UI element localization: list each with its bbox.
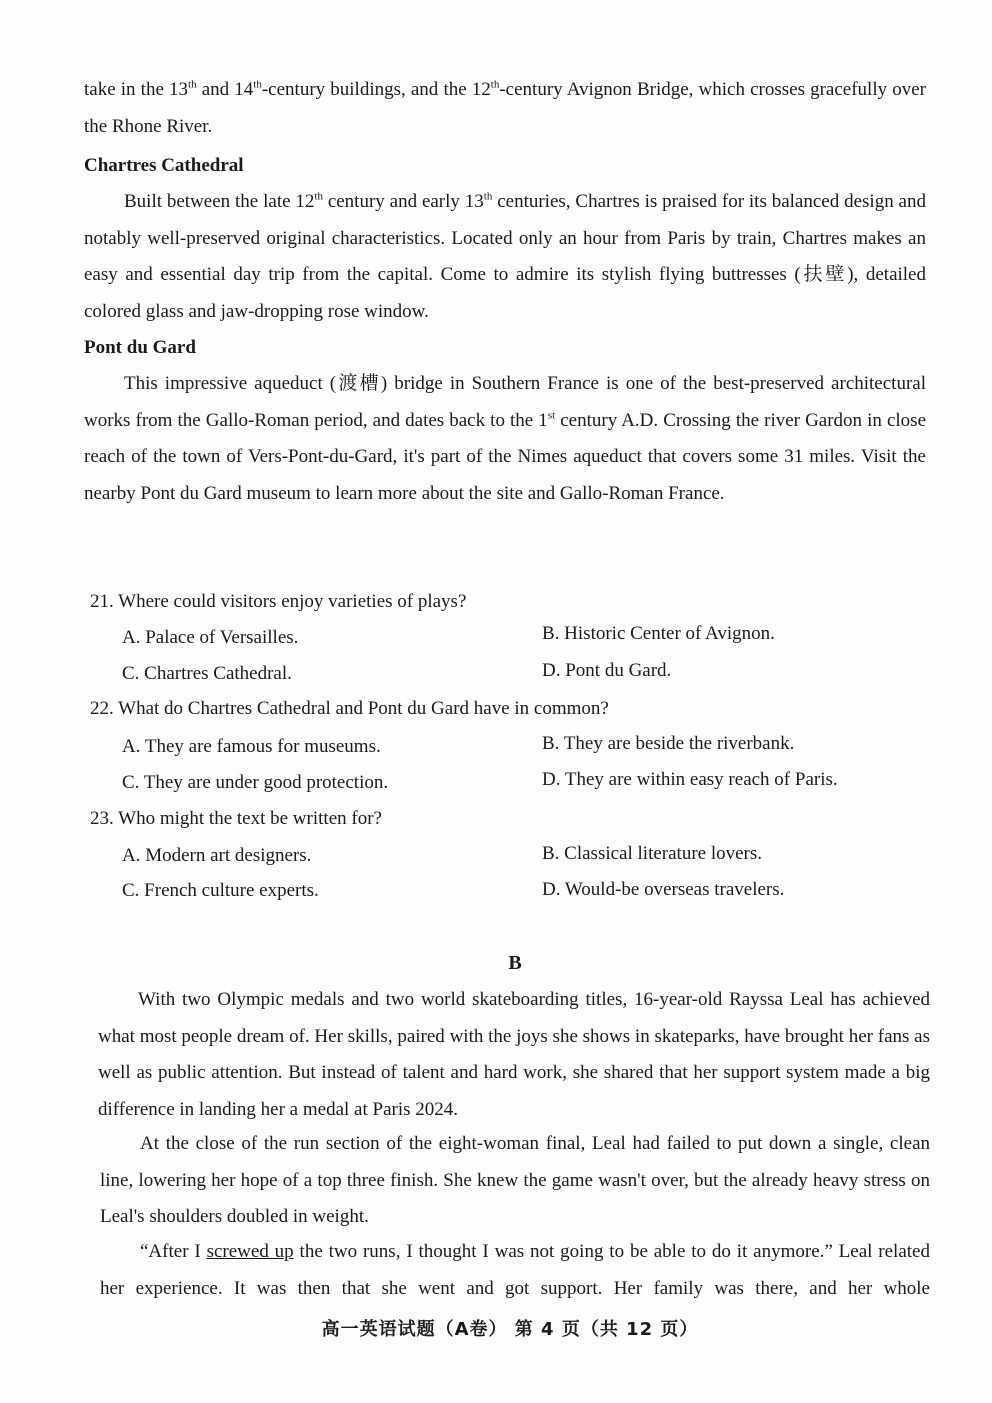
- text-run: -century buildings, and the 12: [261, 79, 491, 100]
- superscript: st: [547, 409, 556, 422]
- question-22-stem: 22. What do Chartres Cathedral and Pont du Gard have in common?: [90, 698, 609, 719]
- text-run: centuries, Chartres is praised for its balanced design and notably well-preserved original characteristics. Located only an hour from Paris by train, Chartres makes an easy and essential day trip from the capital. Come to admire its stylish flying buttresses (扶壁), detailed colored glass and jaw-dropping rose window.: [84, 191, 926, 322]
- text-run: the two runs, I thought I was not going to be able to do it anymore.” Leal related her experience. It was then that she went and got support. Her family was there, and her whole: [100, 1241, 930, 1299]
- superscript: th: [314, 190, 323, 203]
- heading-pont-du-gard: Pont du Gard: [84, 337, 196, 358]
- question-23-option-d: D. Would-be overseas travelers.: [542, 879, 785, 900]
- page-footer: 高一英语试题（A卷） 第 4 页（共 12 页）: [321, 1319, 699, 1340]
- text-run: “After I: [140, 1241, 207, 1262]
- paragraph-pont-du-gard: [84, 366, 926, 512]
- question-21-option-c: C. Chartres Cathedral.: [122, 663, 292, 684]
- question-22-option-d: D. They are within easy reach of Paris.: [542, 769, 838, 790]
- text-run: century and early 13: [322, 191, 484, 212]
- superscript: th: [188, 78, 197, 91]
- paragraph-b-1: [98, 982, 930, 1128]
- text-run: This impressive aqueduct (渡槽) bridge in Southern France is one of the best-preserved architectural works from the Gallo-Roman period, and dates back to the 1: [84, 373, 926, 431]
- question-23-stem: 23. Who might the text be written for?: [90, 808, 382, 829]
- text-run: take in the 13: [84, 79, 189, 100]
- text-run: century A.D. Crossing the river Gardon in close reach of the town of Vers-Pont-du-Gard, it's part of the Nimes aqueduct that covers some 31 miles. Visit the nearby Pont du Gard museum to learn more about the site and Gallo-Roman France.: [84, 409, 927, 504]
- paragraph-b-2: [100, 1126, 930, 1236]
- underlined-phrase: screwed up: [206, 1241, 294, 1262]
- section-b-title: B: [508, 952, 522, 974]
- superscript: th: [253, 78, 262, 91]
- question-23-option-c: C. French culture experts.: [122, 880, 319, 901]
- text-run: At the close of the run section of the eight-woman final, Leal had failed to put down a single, clean line, lowering her hope of a top three finish. She knew the game wasn't over, but the already heavy stress on Leal's shoulders doubled in weight.: [100, 1133, 930, 1227]
- text-run: Built between the late 12: [124, 191, 315, 212]
- text-run: -century Avignon Bridge, which crosses gracefully over the Rhone River.: [84, 79, 926, 137]
- superscript: th: [490, 78, 500, 91]
- question-21-option-a: A. Palace of Versailles.: [122, 627, 299, 648]
- question-21-option-d: D. Pont du Gard.: [542, 660, 672, 681]
- paragraph-avignon-continued: [84, 72, 926, 145]
- heading-chartres: Chartres Cathedral: [84, 155, 244, 176]
- text-run: and 14: [196, 79, 254, 100]
- question-23-option-a: A. Modern art designers.: [122, 845, 312, 866]
- superscript: th: [483, 190, 493, 203]
- text-run: With two Olympic medals and two world skateboarding titles, 16-year-old Rayssa Leal has achieved what most people dream of. Her skills, paired with the joys she shows in skateparks, have brought her fans as well as public attention. But instead of talent and hard work, she shared that her support system made a big difference in landing her a medal at Paris 2024.: [98, 989, 930, 1120]
- question-22-option-b: B. They are beside the riverbank.: [542, 733, 795, 754]
- question-21-option-b: B. Historic Center of Avignon.: [542, 623, 775, 644]
- paragraph-chartres: [84, 184, 926, 330]
- question-21-stem: 21. Where could visitors enjoy varieties of plays?: [90, 591, 467, 612]
- question-22-option-c: C. They are under good protection.: [122, 772, 389, 793]
- question-22-option-a: A. They are famous for museums.: [122, 736, 381, 757]
- question-23-option-b: B. Classical literature lovers.: [542, 843, 763, 864]
- paragraph-b-3: [100, 1234, 930, 1307]
